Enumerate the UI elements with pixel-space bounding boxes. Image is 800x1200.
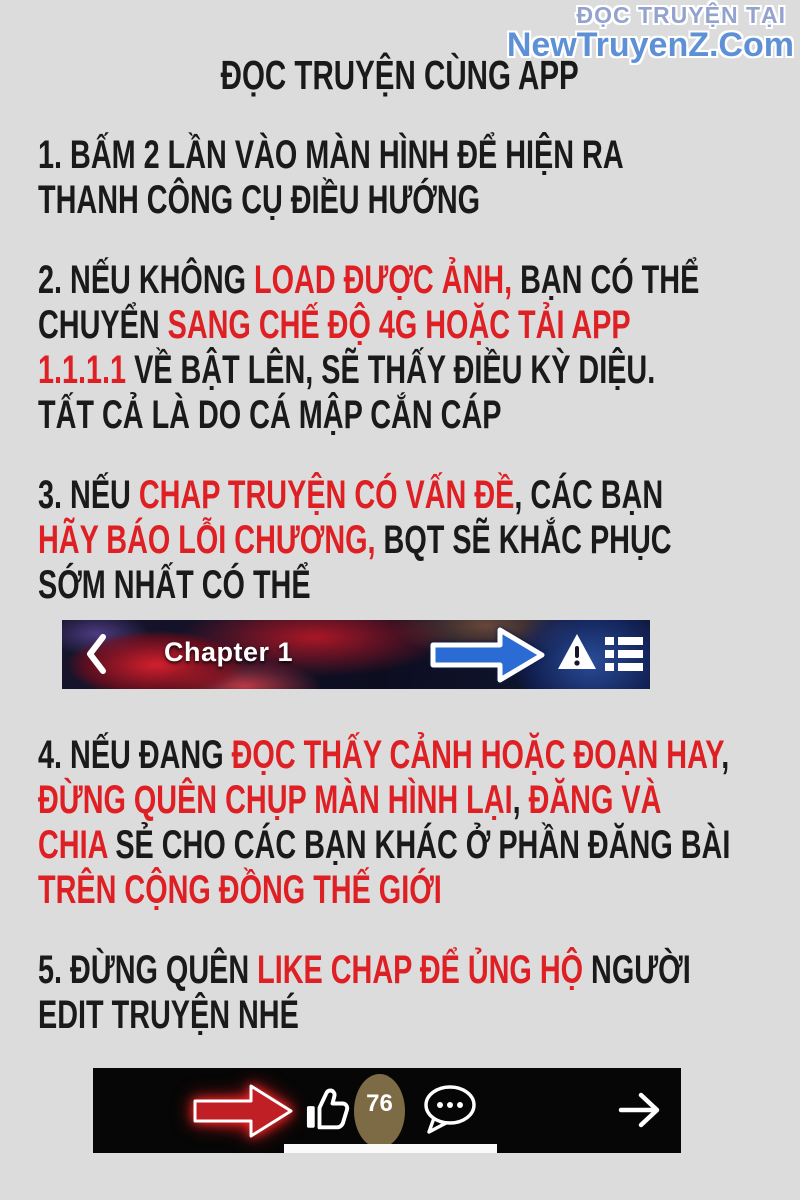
instruction-1 — [38, 133, 800, 223]
guide-arrow-blue-icon — [428, 624, 548, 689]
text-segment-black: CHUYỂN — [38, 303, 168, 347]
text-segment-black: 2. NẾU KHÔNG — [38, 258, 255, 302]
text-segment-red: CHIA — [38, 823, 108, 867]
page-title: ĐỌC TRUYỆN CÙNG APP — [220, 52, 580, 98]
text-segment-black: VỀ BẬT LÊN, SẼ THẤY ĐIỀU KỲ DIỆU. — [126, 348, 656, 392]
text-line — [38, 258, 699, 303]
instruction-4 — [38, 733, 800, 913]
text-line — [38, 778, 730, 823]
text-segment-red: 1.1.1.1 — [38, 348, 127, 392]
text-segment-black: SỚM NHẤT CÓ THỂ — [38, 563, 311, 607]
text-segment-black: SẺ CHO CÁC BẠN KHÁC Ở PHẦN ĐĂNG BÀI — [107, 823, 731, 867]
text-segment-black: , — [721, 733, 730, 777]
text-line — [38, 993, 691, 1038]
logo-tagline: ĐỌC TRUYỆN TẠI — [576, 2, 786, 28]
text-segment-red: TRÊN CỘNG ĐỒNG THẾ GIỚI — [38, 868, 442, 912]
text-segment-black: BẠN CÓ THỂ — [512, 258, 700, 302]
text-line — [38, 303, 699, 348]
text-line — [38, 948, 691, 993]
text-line — [38, 868, 730, 913]
text-segment-black: NGƯỜI — [583, 948, 691, 992]
reader-toolbar-screenshot — [93, 1068, 681, 1153]
text-line — [38, 133, 624, 178]
text-segment-black: 4. NẾU ĐANG — [38, 733, 232, 777]
text-segment-red: HÃY BÁO LỖI CHƯƠNG, — [38, 518, 376, 562]
text-segment-black: 5. ĐỪNG QUÊN — [38, 948, 258, 992]
text-segment-black: 3. NẾU — [38, 473, 139, 517]
text-segment-black: BQT SẼ KHẮC PHỤC — [375, 518, 672, 562]
chapter-title: Chapter 1 — [164, 637, 294, 667]
text-line — [38, 518, 672, 563]
text-segment-black: THANH CÔNG CỤ ĐIỀU HƯỚNG — [38, 178, 481, 222]
comment-bubble-icon[interactable] — [420, 1083, 478, 1142]
logo-sitename: NewTruyenZ.Com — [506, 25, 794, 64]
like-count-badge: 76 — [354, 1074, 405, 1148]
page-edge-strip — [284, 1144, 497, 1153]
text-line — [38, 473, 672, 518]
guide-arrow-red-icon — [189, 1077, 297, 1150]
text-line — [38, 178, 624, 223]
text-line — [38, 563, 672, 608]
text-segment-red: CHAP TRUYỆN CÓ VẤN ĐỀ — [138, 473, 515, 517]
text-segment-red: LIKE CHAP ĐỂ ỦNG HỘ — [257, 948, 584, 992]
text-segment-red: ĐỌC THẤY CẢNH HOẶC ĐOẠN HAY — [231, 733, 722, 777]
text-segment-black: TẤT CẢ LÀ DO CÁ MẬP CẮN CÁP — [38, 393, 502, 437]
chapter-list-icon[interactable] — [605, 637, 643, 676]
text-segment-red: SANG CHẾ ĐỘ 4G HOẶC TẢI APP — [167, 303, 631, 347]
text-segment-black: EDIT TRUYỆN NHÉ — [38, 993, 299, 1037]
text-segment-black: 1. BẤM 2 LẦN VÀO MÀN HÌNH ĐỂ HIỆN RA — [38, 133, 624, 177]
text-line — [38, 733, 730, 778]
text-line — [38, 823, 730, 868]
text-line — [38, 393, 699, 438]
text-segment-red: ĐỪNG QUÊN CHỤP MÀN HÌNH LẠI — [38, 778, 513, 822]
text-segment-black: , — [512, 778, 521, 822]
text-line — [38, 348, 699, 393]
next-arrow-icon[interactable] — [617, 1090, 663, 1135]
instruction-2 — [38, 258, 800, 438]
thumbs-up-icon[interactable] — [300, 1084, 352, 1141]
text-segment-red: ĐĂNG VÀ — [520, 778, 662, 822]
instruction-5 — [38, 948, 800, 1038]
chapter-nav-screenshot — [62, 620, 650, 689]
back-chevron-icon[interactable] — [84, 632, 108, 681]
text-segment-black: , CÁC BẠN — [514, 473, 664, 517]
report-warning-icon[interactable] — [556, 632, 598, 677]
text-segment-red: LOAD ĐƯỢC ẢNH, — [254, 258, 513, 302]
instruction-3 — [38, 473, 800, 608]
